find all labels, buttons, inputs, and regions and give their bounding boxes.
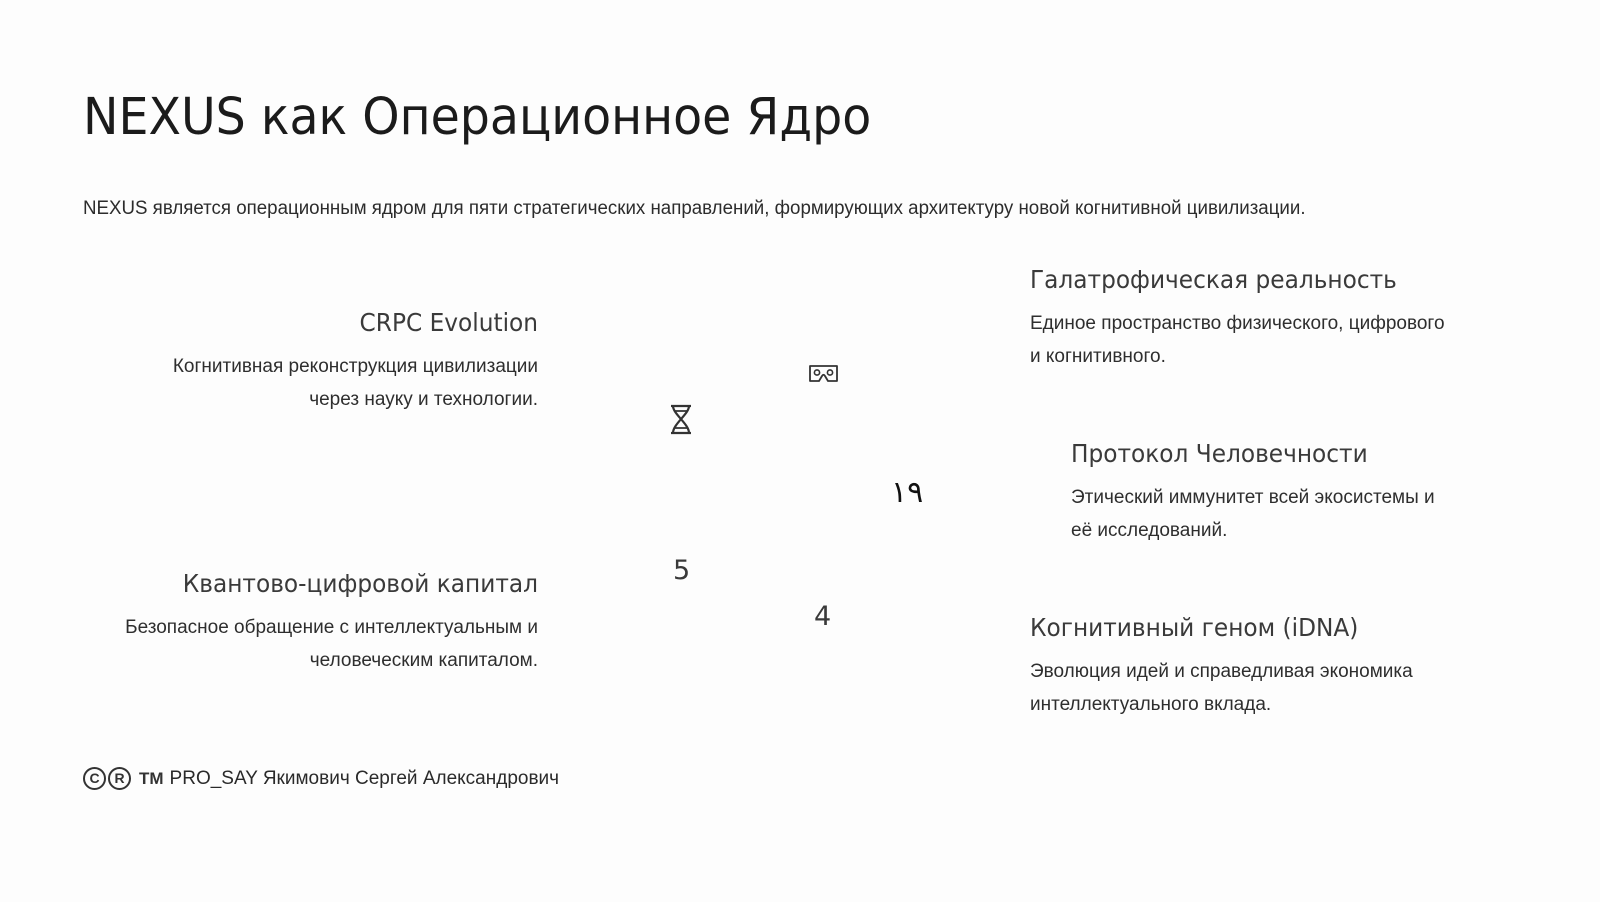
direction-crpc-evolution: [120, 308, 538, 416]
dna-icon: [668, 404, 694, 435]
description-line: Единое пространство физического, цифрового: [1030, 313, 1445, 334]
page-title: NEXUS как Операционное Ядро: [83, 88, 872, 147]
direction-description: [1030, 655, 1490, 721]
description-line: и когнитивного.: [1030, 346, 1166, 367]
diagram-number-5: 5: [673, 555, 691, 586]
direction-humanity-protocol: [1071, 439, 1501, 547]
registered-icon: R: [108, 767, 131, 790]
direction-title: Галатрофическая реальность: [1030, 265, 1397, 294]
direction-title: Квантово-цифровой капитал: [182, 569, 539, 598]
direction-description: [1030, 307, 1500, 373]
direction-title: Когнитивный геном (iDNA): [1030, 613, 1359, 642]
footer-copyright: [83, 767, 559, 790]
direction-title: CRPC Evolution: [359, 308, 538, 337]
description-line: интеллектуального вклада.: [1030, 694, 1272, 715]
description-line: через науку и технологии.: [309, 389, 538, 410]
description-line: Когнитивная реконструкция цивилизации: [172, 356, 538, 377]
description-line: её исследований.: [1071, 520, 1228, 541]
description-line: Этический иммунитет всей экосистемы и: [1071, 487, 1435, 508]
direction-quantum-capital: [80, 569, 538, 677]
direction-description: [120, 350, 538, 416]
footer-author: PRO_SAY Якимович Сергей Александрович: [169, 767, 560, 789]
direction-description: [1071, 481, 1501, 547]
diagram-glyph: ١٩: [891, 475, 924, 510]
description-line: Безопасное обращение с интеллектуальным и: [125, 617, 538, 638]
direction-cognitive-genome: [1030, 613, 1490, 721]
direction-description: [80, 611, 538, 677]
page-subtitle: NEXUS является операционным ядром для пяти стратегических направлений, формирующих архитектуру новой когнитивной цивилизации.: [83, 198, 1306, 219]
diagram-number-4: 4: [814, 601, 832, 632]
description-line: Эволюция идей и справедливая экономика: [1030, 661, 1413, 682]
trademark-icon: TM: [139, 768, 164, 788]
direction-title: Протокол Человечности: [1071, 439, 1368, 468]
vr-headset-icon: [808, 364, 839, 384]
direction-galatrophic-reality: [1030, 265, 1500, 373]
copyright-icon: C: [83, 767, 106, 790]
description-line: человеческим капиталом.: [309, 650, 538, 671]
